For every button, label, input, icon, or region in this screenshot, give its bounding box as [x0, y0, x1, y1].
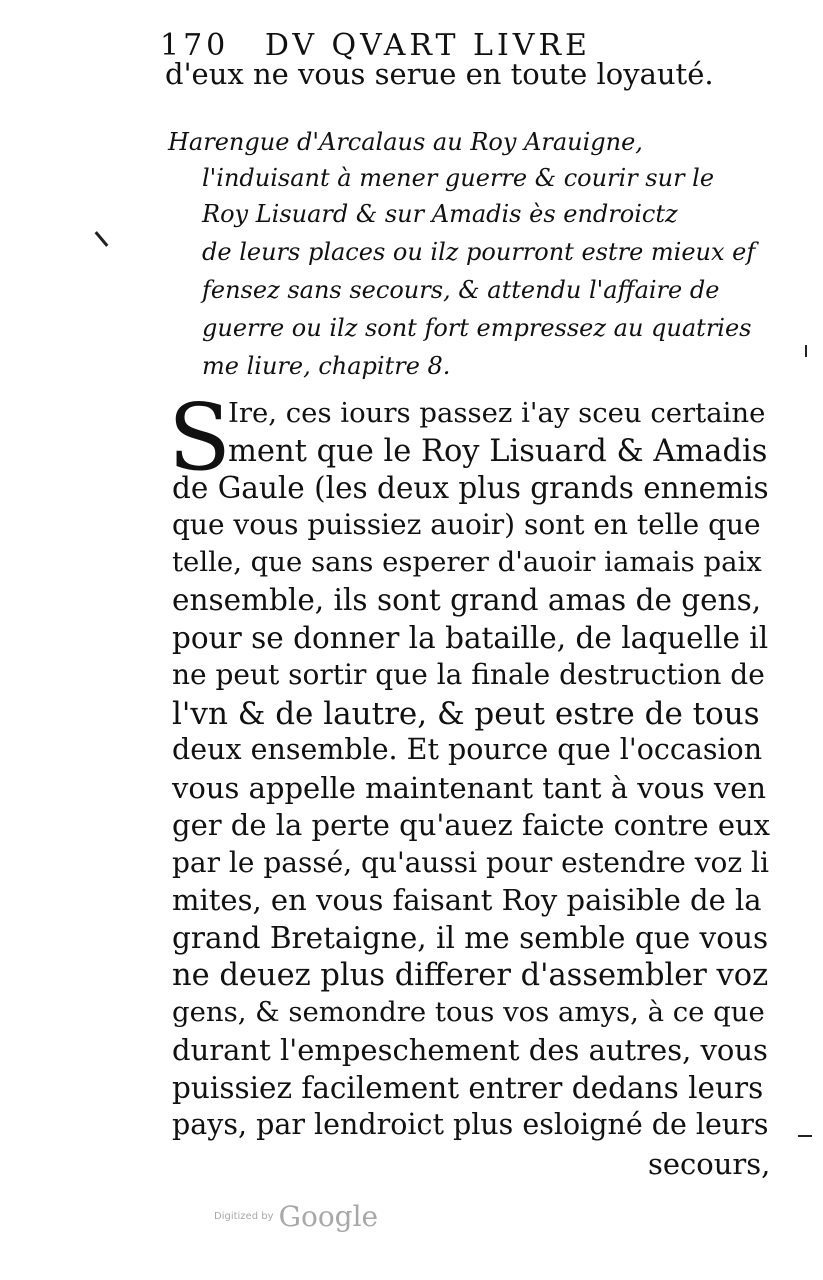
body-line: ne deuez plus differer d'assembler voz	[172, 958, 769, 993]
body-line: pays, par lendroict plus esloigné de leurs	[172, 1108, 769, 1141]
continuation-line: d'eux ne vous serue en toute loyauté.	[165, 57, 714, 91]
body-line: Ire, ces iours passez i'ay sceu certaine	[228, 397, 766, 429]
body-line: gens, & semondre tous vos amys, à ce que	[172, 996, 765, 1028]
catchword: secours,	[648, 1147, 771, 1181]
body-line: vous appelle maintenant tant à vous ven	[172, 771, 767, 805]
summary-line: de leurs places ou ilz pourront estre mieux ef	[202, 238, 756, 266]
page-number: 170	[160, 28, 230, 63]
summary-line: me liure, chapitre 8.	[202, 352, 451, 380]
body-line: puissiez facilement entrer dedans leurs	[172, 1071, 764, 1105]
body-line: que vous puissiez auoir) sont en telle que	[172, 508, 761, 541]
body-line: l'vn & de lautre, & peut estre de tous	[172, 696, 760, 732]
summary-line: guerre ou ilz sont fort empressez au quatries	[202, 314, 752, 342]
drop-cap: S	[168, 384, 232, 491]
summary-line: Roy Lisuard & sur Amadis ès endroictz	[202, 200, 678, 228]
body-line: durant l'empeschement des autres, vous	[172, 1033, 768, 1067]
body-line: deux ensemble. Et pource que l'occasion	[172, 733, 763, 766]
body-line: ensemble, ils sont grand amas de gens,	[172, 583, 762, 617]
digitized-by-text: Digitized by	[214, 1211, 274, 1222]
body-line: ment que le Roy Lisuard & Amadis	[228, 434, 768, 469]
body-line: telle, que sans esperer d'auoir iamais paix	[172, 546, 762, 578]
google-logo: Google	[278, 1200, 379, 1233]
body-line: pour se donner la bataille, de laquelle il	[172, 621, 769, 655]
summary-line: l'induisant à mener guerre & courir sur le	[202, 164, 715, 192]
scan-mark	[95, 231, 109, 247]
digitization-watermark	[214, 1200, 394, 1240]
running-title: DV QVART LIVRE	[264, 28, 591, 63]
body-line: mites, en vous faisant Roy paisible de la	[172, 883, 762, 917]
summary-line: fensez sans secours, & attendu l'affaire de	[202, 276, 720, 304]
body-line: par le passé, qu'aussi pour estendre voz li	[172, 846, 769, 879]
summary-line: Harengue d'Arcalaus au Roy Arauigne,	[168, 128, 643, 156]
scan-mark	[805, 345, 807, 357]
body-line: de Gaule (les deux plus grands ennemis	[172, 471, 769, 505]
scan-mark	[798, 1135, 812, 1137]
body-line: grand Bretaigne, il me semble que vous	[172, 921, 769, 955]
body-line: ger de la perte qu'auez faicte contre eux	[172, 808, 771, 842]
body-line: ne peut sortir que la finale destruction de	[172, 658, 765, 691]
